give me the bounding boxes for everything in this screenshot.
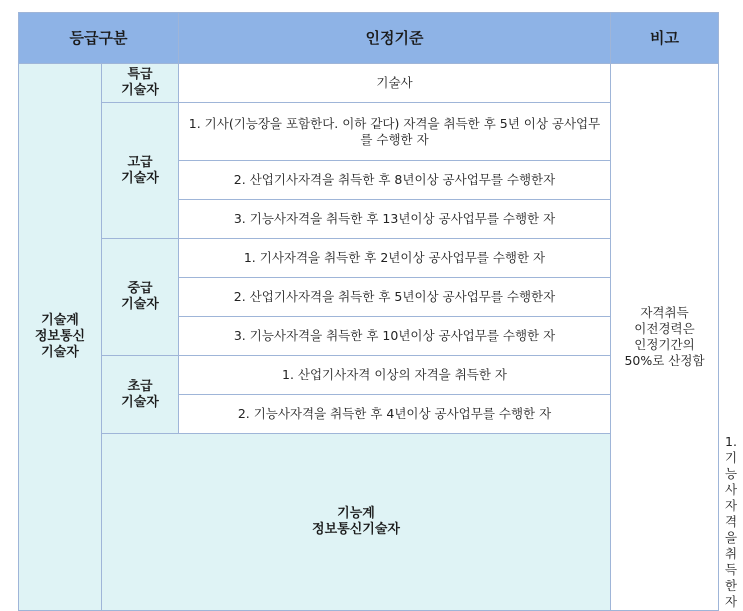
criteria-advanced-2: 2. 산업기사자격을 취득한 후 8년이상 공사업무를 수행한자 [179,161,611,200]
criteria-advanced-1: 1. 기사(기능장을 포함한다. 이하 같다) 자격을 취득한 후 5년 이상 공사업무를 수행한 자 [179,103,611,161]
criteria-special-1: 기술사 [179,64,611,103]
note-cell: 자격취득 이전경력은 인정기간의 50%로 산정함 [611,64,719,611]
header-grade: 등급구분 [19,13,179,64]
table-row: 기능계 정보통신기술자 1. 기능사 자격을 취득한 자 [19,434,719,611]
criteria-beginner-2: 2. 기능사자격을 취득한 후 4년이상 공사업무를 수행한 자 [179,395,611,434]
criteria-intermediate-1: 1. 기사자격을 취득한 후 2년이상 공사업무를 수행한 자 [179,239,611,278]
level-special: 특급 기술자 [102,64,179,103]
table-row [19,64,719,103]
header-note: 비고 [611,13,719,64]
criteria-beginner-1: 1. 산업기사자격 이상의 자격을 취득한 자 [179,356,611,395]
criteria-intermediate-2: 2. 산업기사자격을 취득한 후 5년이상 공사업무를 수행한자 [179,278,611,317]
criteria-advanced-3: 3. 기능사자격을 취득한 후 13년이상 공사업무를 수행한 자 [179,200,611,239]
header-criteria: 인정기준 [179,13,611,64]
level-advanced: 고급 기술자 [102,103,179,239]
criteria-intermediate-3: 3. 기능사자격을 취득한 후 10년이상 공사업무를 수행한 자 [179,317,611,356]
level-beginner: 초급 기술자 [102,356,179,434]
header-row [19,13,719,64]
group-skill: 기능계 정보통신기술자 [102,434,611,611]
grade-criteria-table [18,12,738,611]
level-intermediate: 중급 기술자 [102,239,179,356]
group-tech: 기술계 정보통신 기술자 [19,64,102,611]
